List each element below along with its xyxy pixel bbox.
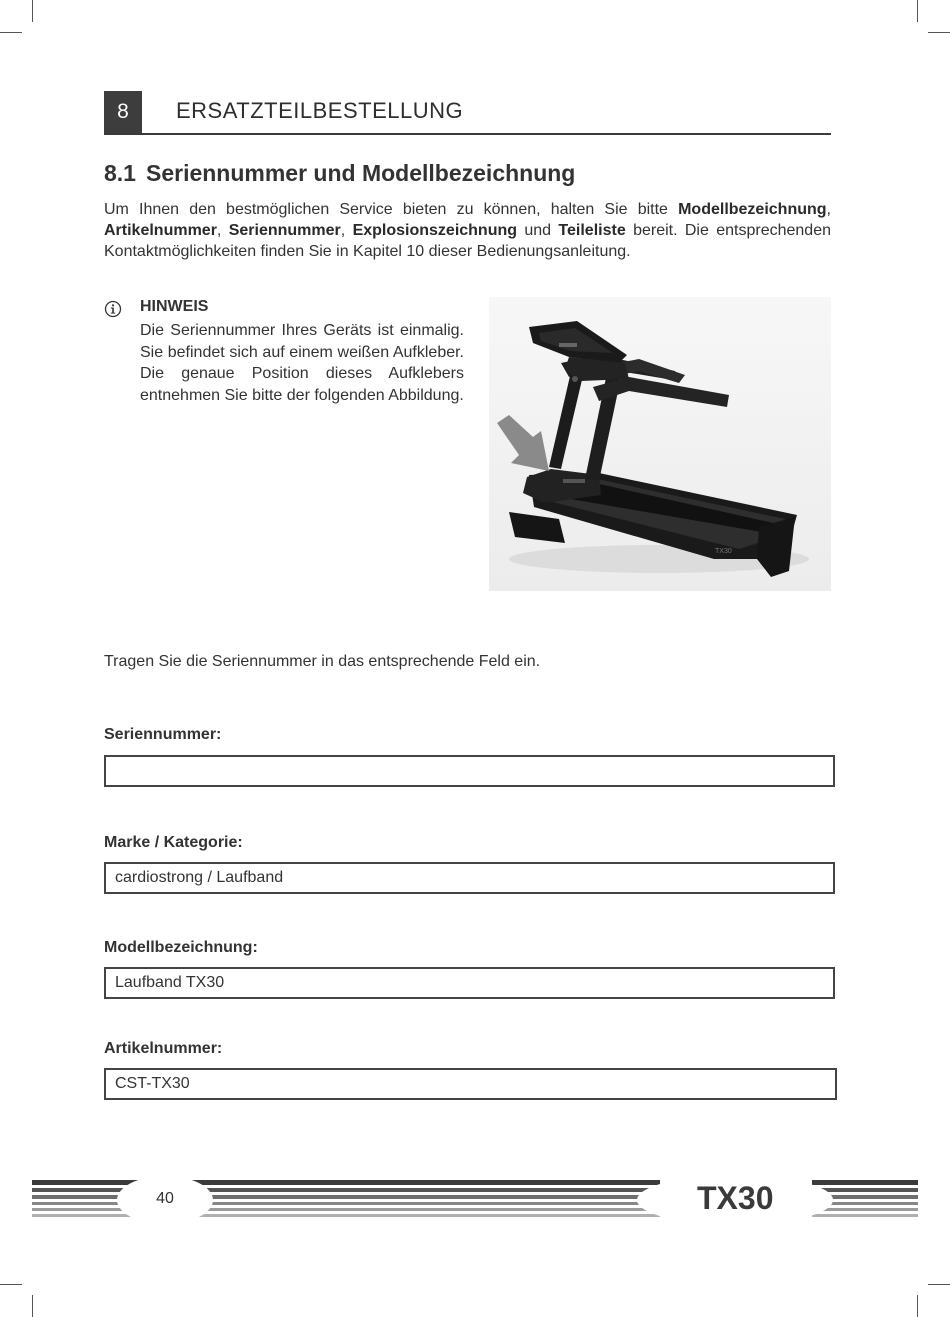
article-number-field[interactable] [104, 1068, 837, 1100]
article-number-label: Artikelnummer: [104, 1040, 223, 1057]
intro-text: und [517, 222, 559, 239]
section-number: 8.1 [104, 160, 136, 186]
crop-mark [917, 0, 918, 22]
treadmill-image [489, 297, 831, 591]
model-name-label: Modellbezeichnung: [104, 939, 258, 956]
instruction-text: Tragen Sie die Seriennummer in das entsprechende Feld ein. [104, 653, 541, 670]
brand-category-value: cardiostrong / Laufband [115, 869, 284, 886]
crop-mark [928, 32, 950, 33]
intro-bold: Seriennummer [228, 222, 341, 239]
chapter-title: ERSATZTEILBESTELLUNG [176, 98, 464, 123]
intro-text: , [340, 222, 353, 239]
crop-mark [928, 1284, 950, 1285]
page-number: 40 [156, 1190, 174, 1207]
section-heading [104, 160, 575, 187]
chapter-number: 8 [104, 91, 142, 133]
intro-bold: Teileliste [558, 222, 626, 239]
treadmill-badge: TX30 [715, 548, 732, 555]
crop-mark [0, 1284, 22, 1285]
serial-number-label: Seriennummer: [104, 726, 222, 743]
intro-text: , [826, 201, 831, 218]
intro-text: bereit. Die entsprechenden Kontaktmöglichkeiten finden Sie in Kapitel 10 dieser Bedienungsanleitung. [104, 222, 831, 260]
intro-bold: Modellbezeichnung [678, 201, 827, 218]
note-text: Die Seriennummer Ihres Geräts ist einmalig. Sie befindet sich auf einem weißen Aufkleber. Die genaue Position dieses Aufklebers entnehmen Sie bitte der folgenden Abbildung. [140, 322, 464, 404]
intro-paragraph [104, 199, 831, 262]
intro-bold: Explosionszeichnung [352, 222, 518, 239]
crop-mark [0, 32, 22, 33]
section-title: Seriennummer und Modellbezeichnung [145, 160, 576, 186]
article-number-value: CST-TX30 [115, 1075, 190, 1092]
footer-stripes [0, 1172, 950, 1228]
brand-category-field[interactable] [104, 862, 835, 894]
brand-category-label: Marke / Kategorie: [104, 834, 243, 851]
crop-mark [917, 1295, 918, 1317]
info-icon [104, 300, 122, 318]
intro-text: , [216, 222, 229, 239]
chapter-header [104, 91, 831, 135]
footer-model-label: TX30 [697, 1180, 774, 1216]
model-name-field[interactable] [104, 967, 835, 999]
note-title: HINWEIS [140, 298, 209, 315]
crop-mark [32, 0, 33, 22]
serial-number-field[interactable] [104, 755, 835, 787]
model-name-value: Laufband TX30 [115, 974, 225, 991]
crop-mark [32, 1295, 33, 1317]
intro-text: Um Ihnen den bestmöglichen Service bieten zu können, halten Sie bitte [104, 201, 679, 218]
intro-bold: Artikelnummer [104, 222, 217, 239]
